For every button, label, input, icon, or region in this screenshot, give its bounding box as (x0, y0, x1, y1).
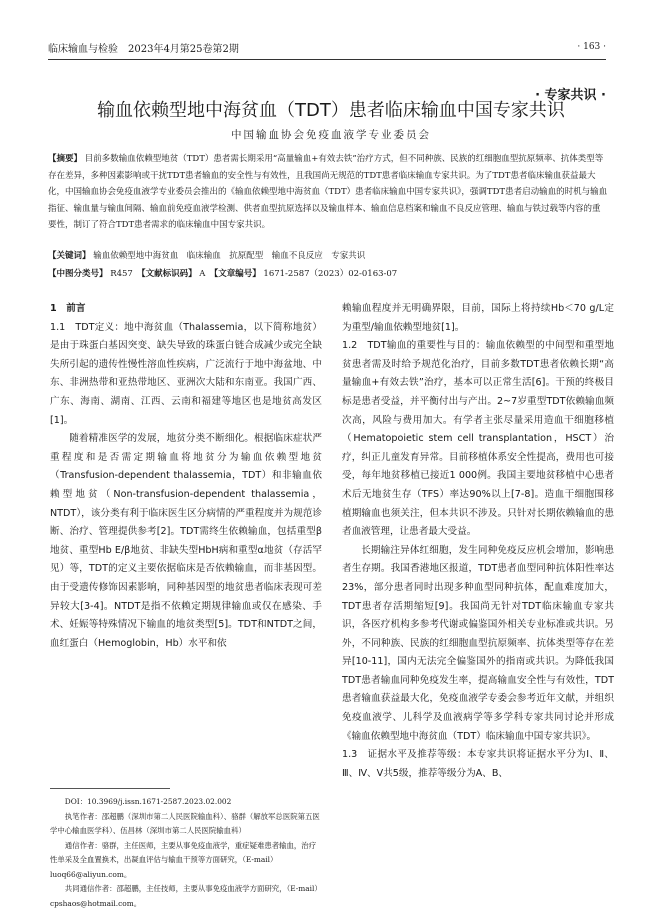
article-number-value: 1671-2587（2023）02-0163-07 (260, 269, 398, 279)
keywords-text: 输血依赖型地中海贫血 临床输血 抗原配型 输血不良反应 专家共识 (90, 251, 366, 261)
body-paragraph: 随着精准医学的发展，地贫分类不断细化。根据临床症状严重程度和是否需定期输血将地贫分为输血依赖型地贫（Transfusion-dependent thalassemia，TDT）和非输血依赖型地贫（Non-transfusion-dependent thalassemia，NTDT），该分类有利于临床医生区分病情的严重程度并为规范诊断、治疗、管理提供参考[2]。TDT需终生依赖输血，包括重型β地贫、重型Hb E/β地贫、非缺失型HbH病和重型α地贫（存活罕见）等，TDT的定义主要依据临床是否依赖输血，而非基因型。由于受遗传修饰因素影响，同种基因型的地贫患者临床表现可差异较大[3-4]。NTDT是指不依赖定期规律输血或仅在感染、手术、妊娠等特殊情况下输血的地贫类型[5]。TDT和NTDT之间，血红蛋白（Hemoglobin，Hb）水平和依 (50, 433, 322, 649)
footnote-rule (50, 788, 170, 789)
footnote-doi: DOI：10.3969/j.issn.1671-2587.2023.02.002 (64, 797, 232, 806)
clc-label: 【中图分类号】 (48, 269, 108, 279)
body-right-column (342, 300, 614, 783)
classification-line (48, 266, 608, 282)
author-organization: 中国输血协会免疫血液学专业委员会 (231, 129, 431, 141)
footnotes (50, 795, 322, 911)
abstract-text: 目前多数输血依赖型地贫（TDT）患者需长期采用“高量输血+有效去铁”治疗方式，但不同种族、民族的红细胞血型抗原频率、抗体类型等存在差异，多种因素影响或干扰TDT患者输血的安全性与有效性，且我国尚无规范的TDT患者临床输血专家共识。为了TDT患者临床输血获益最大化，中国输血协会免疫血液学专业委员会推出的《输血依赖型地中海贫血（TDT）患者临床输血中国专家共识》，强调TDT患者启动输血的时机与输血指征、输血量与输血间隔、输血前免疫血液学检测、供者血型抗原选择以及输血样本、输血信息档案和输血不良反应管理、输血与铁过载等内容的重要性，制订了符合TDT患者需求的临床输血中国专家共识。 (48, 154, 608, 230)
clc-value: R457 (107, 269, 142, 279)
page-number: · 163 · (577, 42, 606, 52)
abstract (48, 151, 608, 234)
keywords-label: 【关键词】 (48, 251, 91, 261)
footnote-correspondence: 通信作者：骆群，主任医师，主要从事免疫血液学，重症疑难患者输血，治疗性单采及全血置换术，出凝血评估与输血干预等方面研究，（E-mail）luoq66@aliyun.com。 (50, 840, 317, 879)
column-label: · 专家共识 · (535, 88, 606, 103)
body-paragraph: 1.3 证据水平及推荐等级：本专家共识将证据水平分为Ⅰ、Ⅱ、Ⅲ、Ⅳ、Ⅴ共5级，推荐等级分为A、B、 (342, 749, 614, 779)
keywords (48, 248, 608, 264)
body-paragraph: 赖输血程度并无明确界限，目前，国际上将持续Hb＜70 g/L定为重型/输血依赖型地贫[1]。 (342, 303, 614, 333)
footnote-co-correspondence: 共同通信作者：邵超鹏，主任技师，主要从事免疫血液学方面研究，（E-mail）cpshaos@hotmail.com。 (50, 884, 322, 908)
body-paragraph: 长期输注异体红细胞，发生同种免疫反应机会增加，影响患者生存期。我国香港地区报道，TDT患者血型同种抗体阳性率达23%，部分患者同时出现多种血型同种抗体，配血难度加大，TDT患者存活期缩短[9]。我国尚无针对TDT临床输血专家共识，各医疗机构多参考代谢或偏鉴国外相关专业标准或共识。另外，不同种族、民族的红细胞血型抗原频率、抗体类型等存在差异[10-11]，国内无法完全偏鉴国外的指南或共识。为降低我国TDT患者输血同种免疫发生率，提高输血安全性与有效性，TDT患者输血获益最大化，免疫血液学专委会参考近年文献，并组织免疫血液学、儿科学及血液病学等多学科专家共同讨论并形成《输血依赖型地中海贫血（TDT）临床输血中国专家共识》。 (342, 544, 614, 742)
article-title: 输血依赖型地中海贫血（TDT）患者临床输血中国专家共识 (97, 100, 565, 121)
body-left-column (50, 300, 322, 653)
section-heading: 1 前言 (50, 303, 86, 314)
doc-code-label: 【文献标识码】 (141, 269, 197, 279)
footnote-authors: 执笔作者：邵超鹏（深圳市第二人民医院输血科）、骆群（解放军总医院第五医学中心输血医学科）、伍昌林（深圳市第二人民医院输血科） (50, 811, 320, 835)
article-number-label: 【文章编号】 (213, 269, 261, 279)
abstract-label: 【摘要】 (48, 154, 83, 164)
body-paragraph: 1.2 TDT输血的重要性与目的：输血依赖型的中间型和重型地贫患者需及时给予规范化治疗，目前多数TDT患者依赖长期“高量输血+有效去铁”治疗，基本可以正常生活[6]。干预的终极目标是患者受益，并平衡付出与产出。2~7岁重型TDT依赖输血频次高，风险与费用加大。有学者主张尽量采用造血干细胞移植（Hematopoietic stem cell transplantation，HSCT）治疗，纠正儿童发育异常。目前移植体系安全性提高，费用也可接受，每年地贫移植已接近1 000例。我国主要地贫移植中心患者术后无地贫生存（TFS）率达90%以上[7-8]。造血干细胞围移植期输血也须关注，但本共识不涉及。只针对长期依赖输血的患者血液管理，让患者最大受益。 (342, 340, 614, 538)
body-paragraph: 1.1 TDT定义：地中海贫血（Thalassemia，以下简称地贫）是由于珠蛋白基因突变、缺失导致的珠蛋白链合成减少或完全缺失所引起的遗传性慢性溶血性疾病，广泛流行于地中海盆地、中东、非洲热带和亚热带地区、亚洲次大陆和东南亚。我国广西、广东、海南、湖南、江西、云南和福建等地区也是地贫高发区[1]。 (50, 321, 322, 426)
header-rule (48, 59, 606, 60)
doc-code-value: A (196, 269, 214, 279)
journal-header: 临床输血与检验 2023年4月第25卷第2期 (48, 44, 239, 55)
